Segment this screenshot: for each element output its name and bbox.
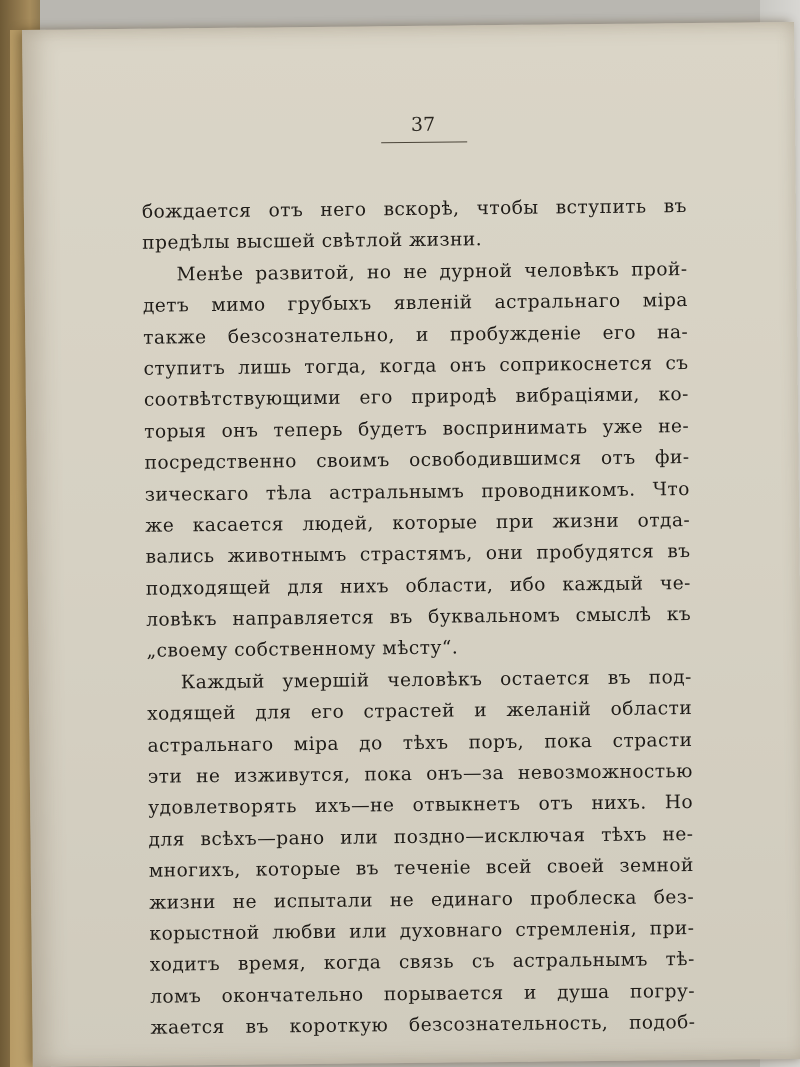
text-line: бождается отъ него вскорѣ, чтобы вступить въ	[141, 196, 687, 223]
text-line: торыя онъ теперь будетъ воспринимать уже не-	[144, 415, 690, 443]
book-page	[22, 22, 800, 1067]
text-line: ловѣкъ направляется въ буквальномъ смыслѣ къ	[146, 604, 692, 631]
page-number-rule	[381, 141, 467, 143]
page-number: 37	[410, 113, 436, 136]
text-line: астральнаго міра до тѣхъ поръ, пока страсти	[147, 729, 693, 757]
text-line: подходящей для нихъ области, ибо каждый че-	[145, 572, 691, 600]
text-line: „своему собственному мѣсту“.	[146, 637, 459, 663]
text-line: жается въ короткую безсознательность, подоб-	[150, 1012, 696, 1039]
text-line: зическаго тѣла астральнымъ проводникомъ. Что	[144, 478, 690, 506]
text-line: предѣлы высшей свѣтлой жизни.	[142, 229, 483, 255]
text-line: эти не изживутся, пока онъ—за невозможностью	[147, 761, 693, 788]
text-line: ходитъ время, когда связь съ астральнымъ тѣ-	[149, 949, 695, 977]
text-line: Каждый умершій человѣкъ остается въ под-	[180, 666, 692, 694]
text-line: корыстной любви или духовнаго стремленія, при-	[149, 917, 695, 945]
text-line: ломъ окончательно порывается и душа погру-	[150, 980, 696, 1008]
text-line: удовлетворять ихъ—не отвыкнетъ отъ нихъ. Но	[148, 792, 694, 820]
text-line: многихъ, которые въ теченіе всей своей земной	[148, 855, 694, 882]
text-line: для всѣхъ—рано или поздно—исключая тѣхъ не-	[148, 823, 694, 851]
text-line: детъ мимо грубыхъ явленій астральнаго міра	[142, 290, 688, 317]
text-line: жизни не испытали не единаго проблеска без-	[149, 886, 695, 914]
text-line: соотвѣтствующими его природѣ вибраціями, ко-	[143, 384, 689, 412]
text-line: ступитъ лишь тогда, когда онъ соприкоснется съ	[143, 352, 689, 380]
text-line: же касается людей, которые при жизни отда-	[145, 509, 691, 537]
text-line: Менѣе развитой, но не дурной человѣкъ прой-	[176, 258, 688, 286]
text-line: посредственно своимъ освободившимся отъ фи-	[144, 447, 690, 474]
text-line: также безсознательно, и пробужденіе его на-	[143, 321, 689, 349]
page-body-text	[142, 191, 696, 1044]
text-line: ходящей для его страстей и желаній области	[147, 698, 693, 725]
text-line: вались животнымъ страстямъ, они пробудятся въ	[145, 541, 691, 569]
